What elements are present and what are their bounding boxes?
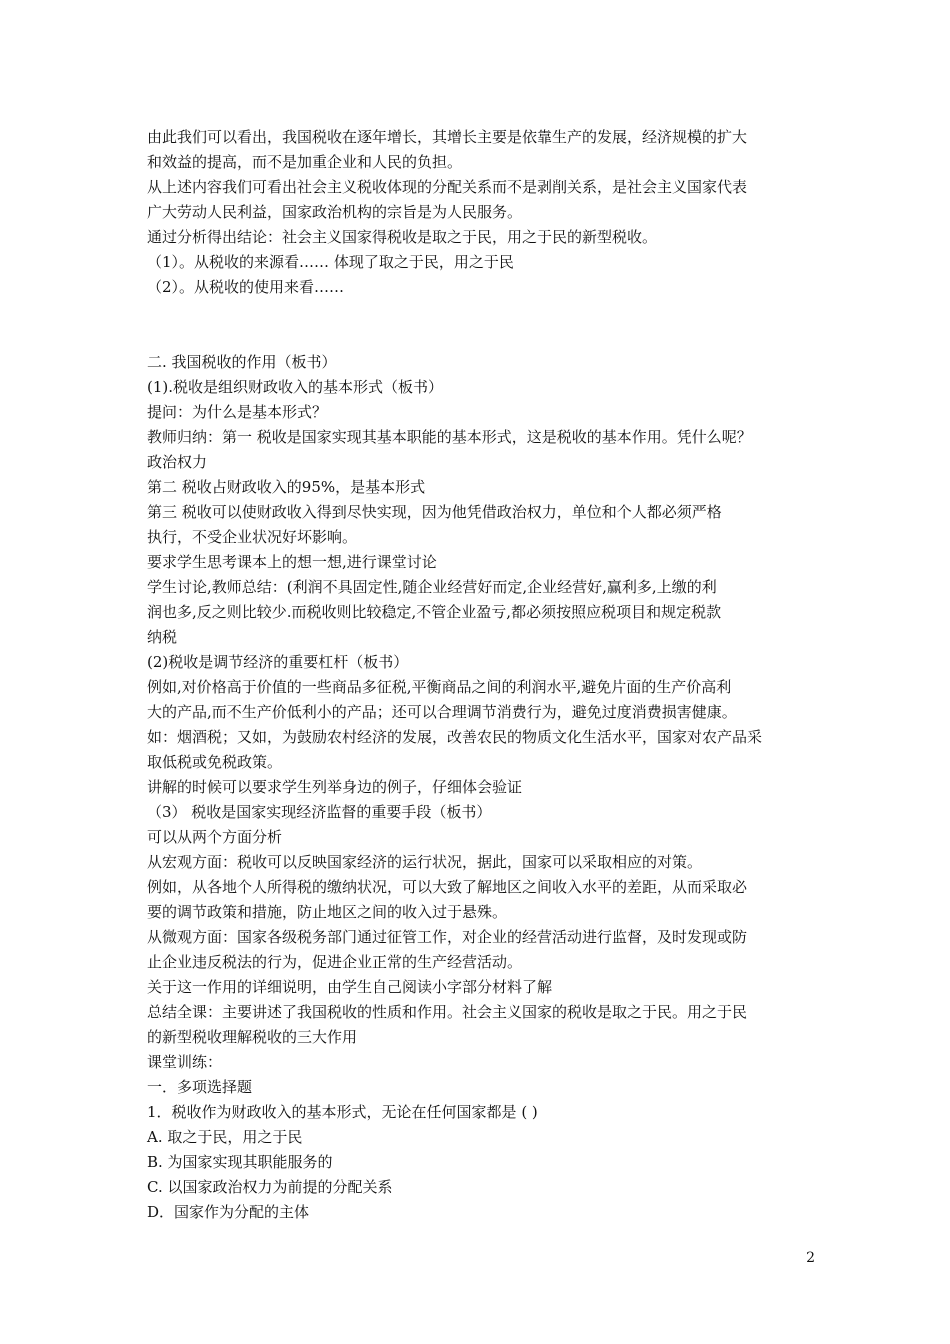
text-line: 由此我们可以看出，我国税收在逐年增长，其增长主要是依靠生产的发展，经济规模的扩大 <box>147 128 748 146</box>
text-line: （3） 税收是国家实现经济监督的重要手段（板书） <box>147 803 492 821</box>
text-line: 第三 税收可以使财政收入得到尽快实现，因为他凭借政治权力，单位和个人都必须严格 <box>147 503 722 521</box>
text-line: 止企业违反税法的行为，促进企业正常的生产经营活动。 <box>147 953 523 971</box>
page-number: 2 <box>806 1250 815 1266</box>
paragraph <box>147 125 819 175</box>
text-line: 从微观方面：国家各级税务部门通过征管工作，对企业的经营活动进行监督，及时发现或防 <box>147 928 748 946</box>
text-line: 通过分析得出结论：社会主义国家得税收是取之于民，用之于民的新型税收。 <box>147 228 658 246</box>
text-line: 取低税或免税政策。 <box>147 753 283 771</box>
paragraph <box>147 400 819 425</box>
text-line: 学生讨论,教师总结：(利润不具固定性,随企业经营好而定,企业经营好,赢利多,上缴的利 <box>147 578 717 596</box>
text-line: 从上述内容我们可看出社会主义税收体现的分配关系而不是剥削关系，是社会主义国家代表 <box>147 178 748 196</box>
paragraph <box>147 1125 819 1150</box>
paragraph <box>147 1000 819 1050</box>
section-gap <box>147 300 819 350</box>
text-line: A. 取之于民，用之于民 <box>147 1128 303 1146</box>
text-line: 大的产品,而不生产价低利小的产品；还可以合理调节消费行为，避免过度消费损害健康。 <box>147 703 737 721</box>
paragraph <box>147 550 819 575</box>
paragraph <box>147 375 819 400</box>
paragraph <box>147 875 819 925</box>
text-line: 和效益的提高，而不是加重企业和人民的负担。 <box>147 153 463 171</box>
text-line: 总结全课：主要讲述了我国税收的性质和作用。社会主义国家的税收是取之于民。用之于民 <box>147 1003 748 1021</box>
text-line: C. 以国家政治权力为前提的分配关系 <box>147 1178 393 1196</box>
paragraph <box>147 1200 819 1225</box>
text-line: 要求学生思考课本上的想一想,进行课堂讨论 <box>147 553 437 571</box>
paragraph <box>147 1175 819 1200</box>
paragraph <box>147 1150 819 1175</box>
paragraph <box>147 425 819 475</box>
text-line: 一．多项选择题 <box>147 1078 253 1096</box>
text-line: 关于这一作用的详细说明，由学生自己阅读小字部分材料了解 <box>147 978 553 996</box>
paragraph <box>147 250 819 275</box>
text-line: (2)税收是调节经济的重要杠杆（板书） <box>147 653 409 671</box>
text-line: （1）。从税收的来源看…… 体现了取之于民，用之于民 <box>147 253 514 271</box>
paragraph <box>147 350 819 375</box>
text-line: 纳税 <box>147 628 178 646</box>
text-line: 执行，不受企业状况好坏影响。 <box>147 528 358 546</box>
text-line: 例如,对价格高于价值的一些商品多征税,平衡商品之间的利润水平,避免片面的生产价高利 <box>147 678 732 696</box>
text-line: 可以从两个方面分析 <box>147 828 283 846</box>
text-line: 广大劳动人民利益，国家政治机构的宗旨是为人民服务。 <box>147 203 523 221</box>
paragraph <box>147 975 819 1000</box>
paragraph <box>147 775 819 800</box>
paragraph <box>147 1100 819 1125</box>
paragraph <box>147 475 819 500</box>
text-line: 第二 税收占财政收入的95%，是基本形式 <box>147 478 426 496</box>
paragraph <box>147 800 819 825</box>
text-line: D．国家作为分配的主体 <box>147 1203 310 1221</box>
text-line: (1).税收是组织财政收入的基本形式（板书） <box>147 378 444 396</box>
paragraph <box>147 175 819 225</box>
paragraph <box>147 1050 819 1075</box>
text-line: 讲解的时候可以要求学生列举身边的例子，仔细体会验证 <box>147 778 523 796</box>
paragraph <box>147 675 819 775</box>
text-line: 课堂训练： <box>147 1053 223 1071</box>
text-line: 例如，从各地个人所得税的缴纳状况，可以大致了解地区之间收入水平的差距，从而采取必 <box>147 878 748 896</box>
text-line: 要的调节政策和措施，防止地区之间的收入过于悬殊。 <box>147 903 508 921</box>
paragraph <box>147 850 819 875</box>
paragraph <box>147 500 819 550</box>
paragraph <box>147 825 819 850</box>
text-line: （2）。从税收的使用来看…… <box>147 278 345 296</box>
paragraph <box>147 575 819 650</box>
text-line: 1．税收作为财政收入的基本形式，无论在任何国家都是 ( ) <box>147 1103 538 1121</box>
text-line: 提问：为什么是基本形式？ <box>147 403 328 421</box>
paragraph <box>147 925 819 975</box>
text-line: 如：烟酒税；又如，为鼓励农村经济的发展，改善农民的物质文化生活水平，国家对农产品采 <box>147 728 763 746</box>
text-line: 的新型税收理解税收的三大作用 <box>147 1028 358 1046</box>
text-line: 教师归纳：第一 税收是国家实现其基本职能的基本形式，这是税收的基本作用。凭什么呢？ <box>147 428 752 446</box>
text-line: 润也多,反之则比较少.而税收则比较稳定,不管企业盈亏,都必须按照应税项目和规定税款 <box>147 603 722 621</box>
document-body <box>147 125 819 1225</box>
text-line: B. 为国家实现其职能服务的 <box>147 1153 333 1171</box>
text-line: 从宏观方面：税收可以反映国家经济的运行状况，据此，国家可以采取相应的对策。 <box>147 853 703 871</box>
paragraph <box>147 1075 819 1100</box>
paragraph <box>147 275 819 300</box>
paragraph <box>147 650 819 675</box>
paragraph <box>147 225 819 250</box>
text-line: 二. 我国税收的作用（板书） <box>147 353 337 371</box>
text-line: 政治权力 <box>147 453 208 471</box>
